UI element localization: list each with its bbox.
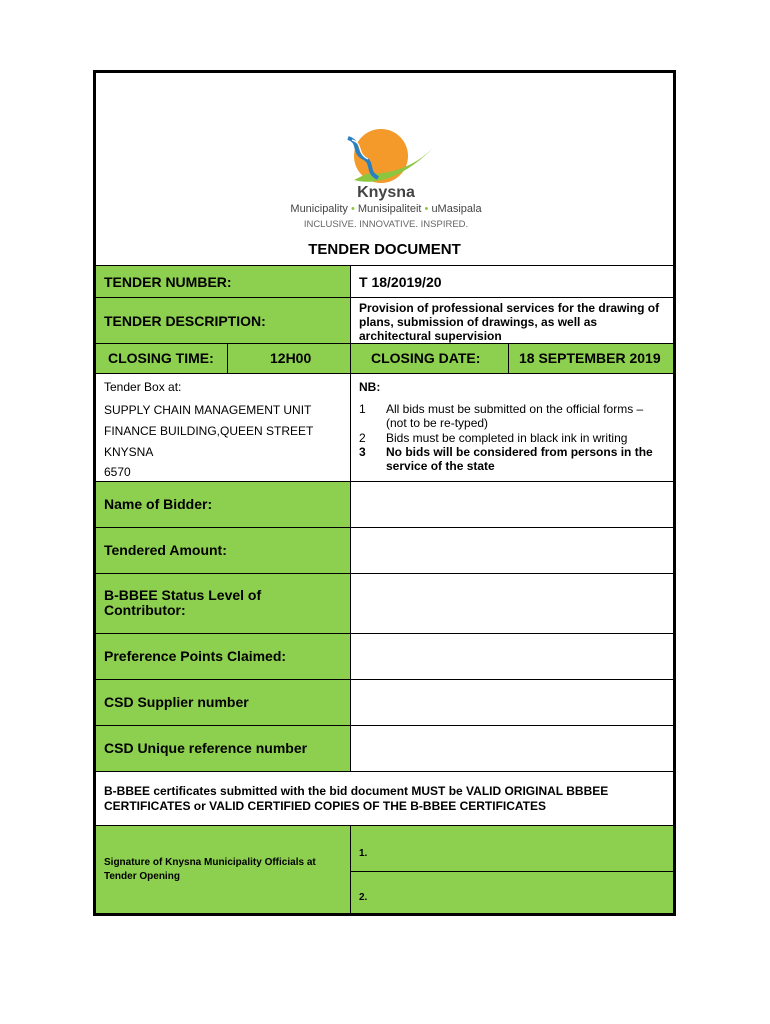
signature-slot-2-number: 2. [359,892,368,903]
tender-box-heading: Tender Box at: [104,380,182,394]
csd-supplier-field[interactable] [350,679,673,725]
tender-box-line-4: 6570 [104,465,131,479]
closing-time-label: CLOSING TIME: [108,350,214,366]
signature-slot-2[interactable] [350,871,673,913]
tagline-part-1: Municipality [290,203,348,215]
field-label-csd-supplier: CSD Supplier number [104,694,249,710]
tender-form [93,70,676,916]
dot-icon: • [350,203,358,215]
note-text-2: Bids must be completed in black ink in writing [386,431,628,445]
tagline-part-2: Munisipaliteit [357,203,422,215]
closing-date-label-cell [350,343,509,373]
bidder-name-field[interactable] [350,481,673,527]
csd-reference-field[interactable] [350,725,673,771]
note-number-3: 3 [359,445,366,459]
logo-name: Knysna [357,184,415,201]
field-label-csd-reference-cell [96,725,350,771]
notes-heading: NB: [359,380,381,394]
knysna-logo [266,128,506,233]
field-label-preference-points: Preference Points Claimed: [104,648,287,664]
signature-slot-1-number: 1. [359,848,368,859]
note-text-3: No bids will be considered from persons in the service of the state [386,445,653,473]
closing-date-value-cell [509,343,673,373]
tender-number-label: TENDER NUMBER: [104,274,232,290]
tender-number-label-cell [96,265,350,297]
field-label-bbbee-level-cell [96,573,350,633]
note-item-2 [359,431,667,445]
tender-description-value: Provision of professional services for the drawing of plans, submission of drawings, as well as architectural supervision [359,301,660,343]
closing-time-value-cell [228,343,350,373]
tender-box-line-2: FINANCE BUILDING,QUEEN STREET [104,424,314,438]
field-label-csd-reference: CSD Unique reference number [104,740,308,756]
bbbee-notice: B-BBEE certificates submitted with the bid document MUST be VALID ORIGINAL BBBEE CERTIFICATES or VALID CERTIFIED COPIES OF THE B-BBEE CERTIFICATES [104,784,609,813]
bbbee-notice-cell [96,771,673,825]
field-label-csd-supplier-cell [96,679,350,725]
tender-description-label: TENDER DESCRIPTION: [104,313,266,329]
field-label-bbbee-level: B-BBEE Status Level of Contributor: [104,587,262,618]
field-label-tendered-amount-cell [96,527,350,573]
signature-slot-1[interactable] [350,825,673,871]
closing-date-label: CLOSING DATE: [371,350,481,366]
closing-date-value: 18 SEPTEMBER 2019 [519,350,661,366]
field-label-bidder-name-cell [96,481,350,527]
preference-points-field[interactable] [350,633,673,679]
signature-label: Signature of Knysna Municipality Officials at Tender Opening [104,857,316,882]
tendered-amount-field[interactable] [350,527,673,573]
note-text-1: All bids must be submitted on the official forms – (not to be re-typed) [386,402,644,430]
note-item-3 [359,445,667,473]
tender-description-label-cell [96,297,350,343]
tagline-part-3: uMasipala [431,203,482,215]
field-label-preference-points-cell [96,633,350,679]
logo-motto: INCLUSIVE. INNOVATIVE. INSPIRED. [303,219,469,230]
document-title: TENDER DOCUMENT [308,241,461,258]
note-number-2: 2 [359,431,366,445]
note-item-1 [359,402,667,430]
closing-time-label-cell [96,343,228,373]
tender-number-value-cell [350,265,673,297]
signature-label-cell [96,825,350,913]
note-number-1: 1 [359,402,366,416]
bbbee-level-field[interactable] [350,573,673,633]
logo-tagline [266,203,506,215]
notes-cell [350,373,673,481]
dot-icon: • [424,203,432,215]
tender-box-line-3: KNYSNA [104,445,154,459]
tender-box-cell [96,373,350,481]
closing-time-value: 12H00 [270,350,312,366]
field-label-tendered-amount: Tendered Amount: [104,542,227,558]
tender-box-line-1: SUPPLY CHAIN MANAGEMENT UNIT [104,403,312,417]
tender-number-value: T 18/2019/20 [359,274,442,290]
tender-description-value-cell [350,297,673,343]
field-label-bidder-name: Name of Bidder: [104,496,213,512]
